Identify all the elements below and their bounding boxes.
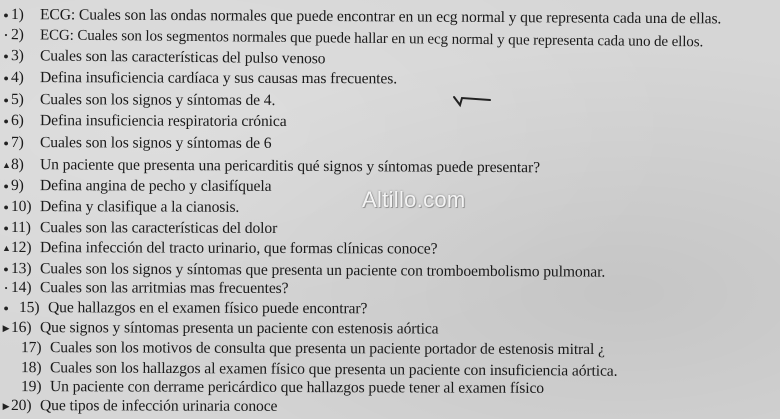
bullet-mark: ▶ [2, 323, 10, 334]
question-number: 12) [10, 239, 32, 257]
question-number: 2) [10, 26, 24, 44]
bullet-mark: ▲ [1, 160, 11, 171]
question-text: Cuales son los signos y síntomas de 4. [39, 91, 276, 109]
question-text: Defina angina de pecho y clasifíquela [39, 177, 272, 195]
question-text: Un paciente que presenta una pericarditis qué signos y síntomas puede presentar? [39, 156, 540, 177]
question-text: Cuales son los motivos de consulta que presenta un paciente portador de estenosis mitral ¿ [49, 339, 605, 359]
question-10 [2, 197, 239, 218]
question-15 [2, 298, 367, 319]
question-text: Cuales son los signos y síntomas que presenta un paciente con tromboembolismo pulmonar. [39, 260, 606, 281]
question-7 [2, 133, 272, 154]
question-8 [2, 155, 540, 178]
question-text: Que signos y síntomas presenta un paciente con estenosis aórtica [39, 319, 439, 338]
question-text: Que tipos de infección urinaria conoce [39, 397, 278, 415]
question-text: Que hallazgos en el examen físico puede encontrar? [47, 299, 368, 318]
bullet-mark: ● [3, 202, 9, 213]
question-text: Defina y clasifique a la cianosis. [39, 198, 240, 216]
question-number: 19) [20, 378, 42, 396]
question-number: 1) [10, 6, 24, 24]
question-number: 17) [20, 339, 42, 357]
bullet-mark: ● [3, 10, 9, 21]
bullet-mark: ● [3, 303, 9, 314]
question-number: 4) [10, 69, 24, 87]
bullet-mark: ● [3, 116, 9, 127]
question-number: 3) [10, 47, 24, 65]
question-20 [2, 396, 277, 417]
bullet-mark: ● [3, 264, 9, 275]
question-number: 15) [18, 299, 40, 317]
question-text: Un paciente con derrame pericárdico que hallazgos puede tener al examen físico [49, 378, 545, 397]
bullet-mark: • [4, 283, 8, 294]
question-16 [2, 318, 439, 340]
question-text: Defina insuficiencia respiratoria crónica [39, 112, 287, 130]
question-number: 6) [10, 112, 24, 130]
question-number: 18) [20, 359, 42, 377]
question-12 [2, 238, 438, 260]
watermark: Altillo.com [362, 187, 466, 212]
question-number: 14) [10, 279, 32, 297]
question-number: 11) [10, 219, 31, 237]
question-11 [2, 218, 277, 239]
question-text: Defina infección del tracto urinario, que formas clínicas conoce? [39, 239, 438, 258]
question-number: 13) [10, 260, 32, 278]
bullet-mark: ▶ [2, 401, 10, 412]
question-number: 7) [10, 134, 24, 152]
question-6 [2, 111, 287, 132]
question-17 [2, 338, 605, 360]
bullet-mark: ● [3, 51, 9, 62]
bullet-mark: ● [3, 181, 9, 192]
question-text: Cuales son los hallazgos al examen físico que presenta un paciente con insuficiencia aórtica. [49, 359, 618, 380]
question-text: Cuales son las características del pulso venoso [39, 47, 326, 68]
bullet-mark: ● [3, 95, 9, 106]
question-text: Cuales son las arritmias mas frecuentes? [39, 279, 289, 297]
question-text: ECG: Cuales son las ondas normales que puede encontrar en un ecg normal y que representa cada una de ellas. [39, 6, 722, 28]
question-14 [2, 278, 289, 299]
question-number: 20) [10, 397, 32, 415]
bullet-mark: ● [3, 73, 9, 84]
question-5 [2, 90, 275, 111]
question-text: Cuales son los signos y síntomas de 6 [39, 134, 272, 152]
bullet-mark: ▲ [1, 243, 11, 254]
question-number: 8) [10, 156, 24, 174]
question-9 [2, 176, 271, 197]
question-number: 5) [10, 91, 24, 109]
question-number: 10) [10, 198, 32, 216]
question-text: Cuales son las características del dolor [39, 219, 278, 237]
question-number: 16) [10, 319, 32, 337]
handwritten-arrow-icon [452, 94, 492, 108]
question-number: 9) [10, 177, 24, 195]
question-text: ECG: Cuales son los segmentos normales que puede hallar en un ecg normal y que representa cada uno de ellos. [39, 27, 704, 51]
question-4 [2, 68, 397, 89]
question-3 [2, 46, 326, 69]
question-text: Defina insuficiencia cardíaca y sus causas mas frecuentes. [39, 69, 398, 88]
bullet-mark: ● [3, 138, 9, 149]
bullet-mark: • [4, 30, 8, 41]
bullet-mark: ● [3, 223, 9, 234]
